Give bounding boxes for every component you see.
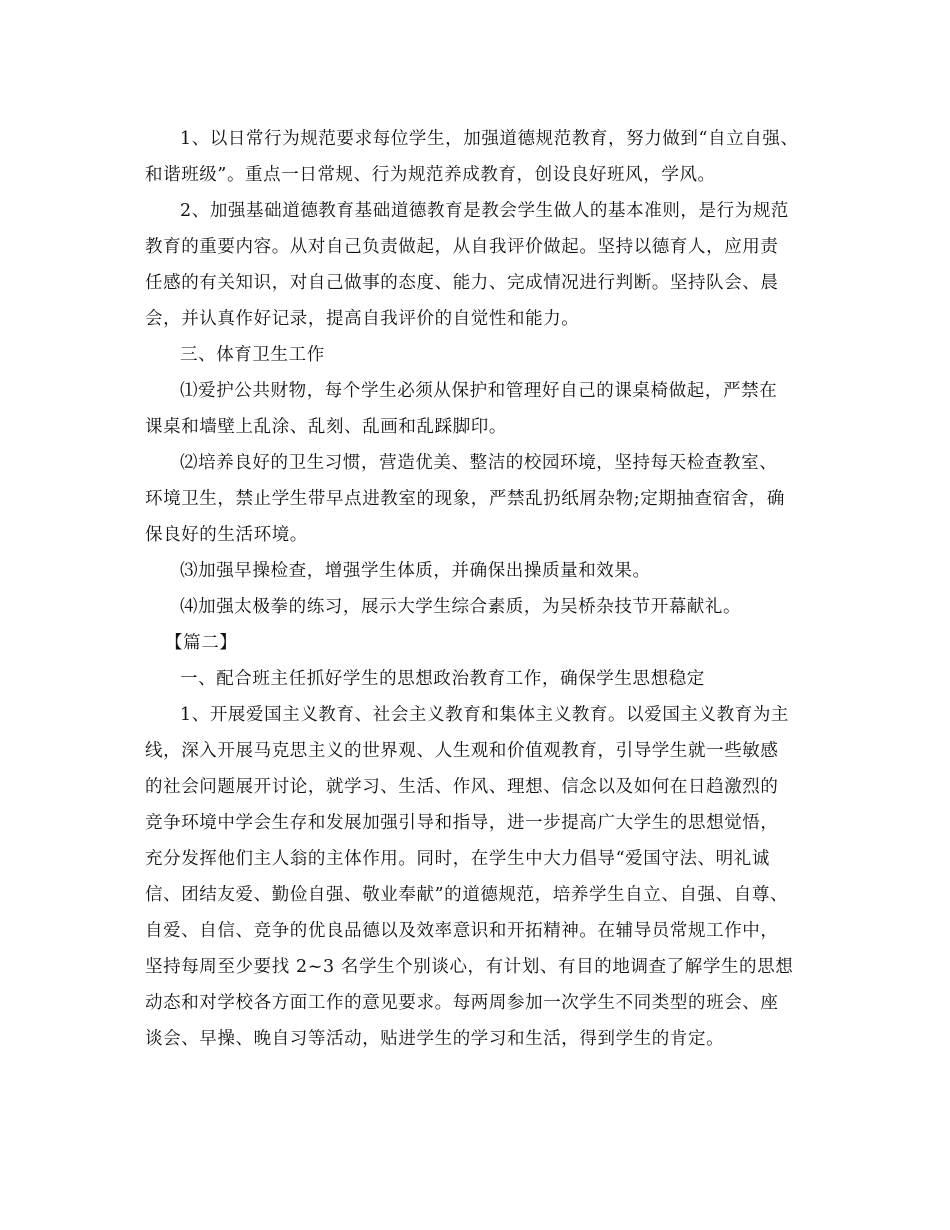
text-line: 充分发挥他们主人翁的主体作用。同时，在学生中大力倡导“爱国守法、明礼诚 xyxy=(145,849,770,869)
text-line: 坚持每周至少要找 2~3 名学生个别谈心，有计划、有目的地调查了解学生的思想 xyxy=(145,957,794,977)
text-line: ⑶加强早操检查，增强学生体质，并确保出操质量和效果。 xyxy=(180,561,651,581)
text-line: 1、开展爱国主义教育、社会主义教育和集体主义教育。以爱国主义教育为主 xyxy=(180,705,790,725)
text-line: ⑷加强太极拳的练习，展示大学生综合素质，为吴桥杂技节开幕献礼。 xyxy=(180,597,742,617)
text-line: 会，并认真作好记录，提高自我评价的自觉性和能力。 xyxy=(145,309,580,329)
text-line: 竞争环境中学会生存和发展加强引导和指导，进一步提高广大学生的思想觉悟， xyxy=(145,813,779,833)
section-heading: 一、配合班主任抓好学生的思想政治教育工作，确保学生思想稳定 xyxy=(180,669,705,689)
text-line: ⑵培养良好的卫生习惯，营造优美、整洁的校园环境，坚持每天检查教室、 xyxy=(180,453,778,473)
text-line: ⑴爱护公共财物，每个学生必须从保护和管理好自己的课桌椅做起，严禁在 xyxy=(180,381,778,401)
text-line: 自爱、自信、竞争的优良品德以及效率意识和开拓精神。在辅导员常规工作中， xyxy=(145,921,779,941)
text-line: 教育的重要内容。从对自己负责做起，从自我评价做起。坚持以德育人，应用责 xyxy=(145,237,779,257)
text-line: 2、加强基础道德教育基础道德教育是教会学生做人的基本准则，是行为规范 xyxy=(180,201,790,221)
text-line: 任感的有关知识，对自己做事的态度、能力、完成情况进行判断。坚持队会、晨 xyxy=(145,273,779,293)
text-line: 线，深入开展马克思主义的世界观、人生观和价值观教育，引导学生就一些敏感 xyxy=(145,741,779,761)
text-line: 谈会、早操、晚自习等活动，贴进学生的学习和生活，得到学生的肯定。 xyxy=(145,1029,725,1049)
text-line: 和谐班级”。重点一日常规、行为规范养成教育，创设良好班风，学风。 xyxy=(145,165,716,185)
section-heading: 【篇二】 xyxy=(165,633,238,653)
text-line: 的社会问题展开讨论，就学习、生活、作风、理想、信念以及如何在日趋激烈的 xyxy=(145,777,779,797)
section-heading: 三、体育卫生工作 xyxy=(180,345,325,365)
text-line: 保良好的生活环境。 xyxy=(145,525,308,545)
text-line: 动态和对学校各方面工作的意见要求。每两周参加一次学生不同类型的班会、座 xyxy=(145,993,779,1013)
text-line: 课桌和墙壁上乱涂、乱刻、乱画和乱踩脚印。 xyxy=(145,417,507,437)
text-line: 信、团结友爱、勤俭自强、敬业奉献”的道德规范，培养学生自立、自强、自尊、 xyxy=(145,885,789,905)
text-line: 环境卫生，禁止学生带早点进教室的现象，严禁乱扔纸屑杂物;定期抽查宿舍，确 xyxy=(145,489,785,509)
text-line: 1、以日常行为规范要求每位学生，加强道德规范教育，努力做到“自立自强、 xyxy=(180,129,799,149)
